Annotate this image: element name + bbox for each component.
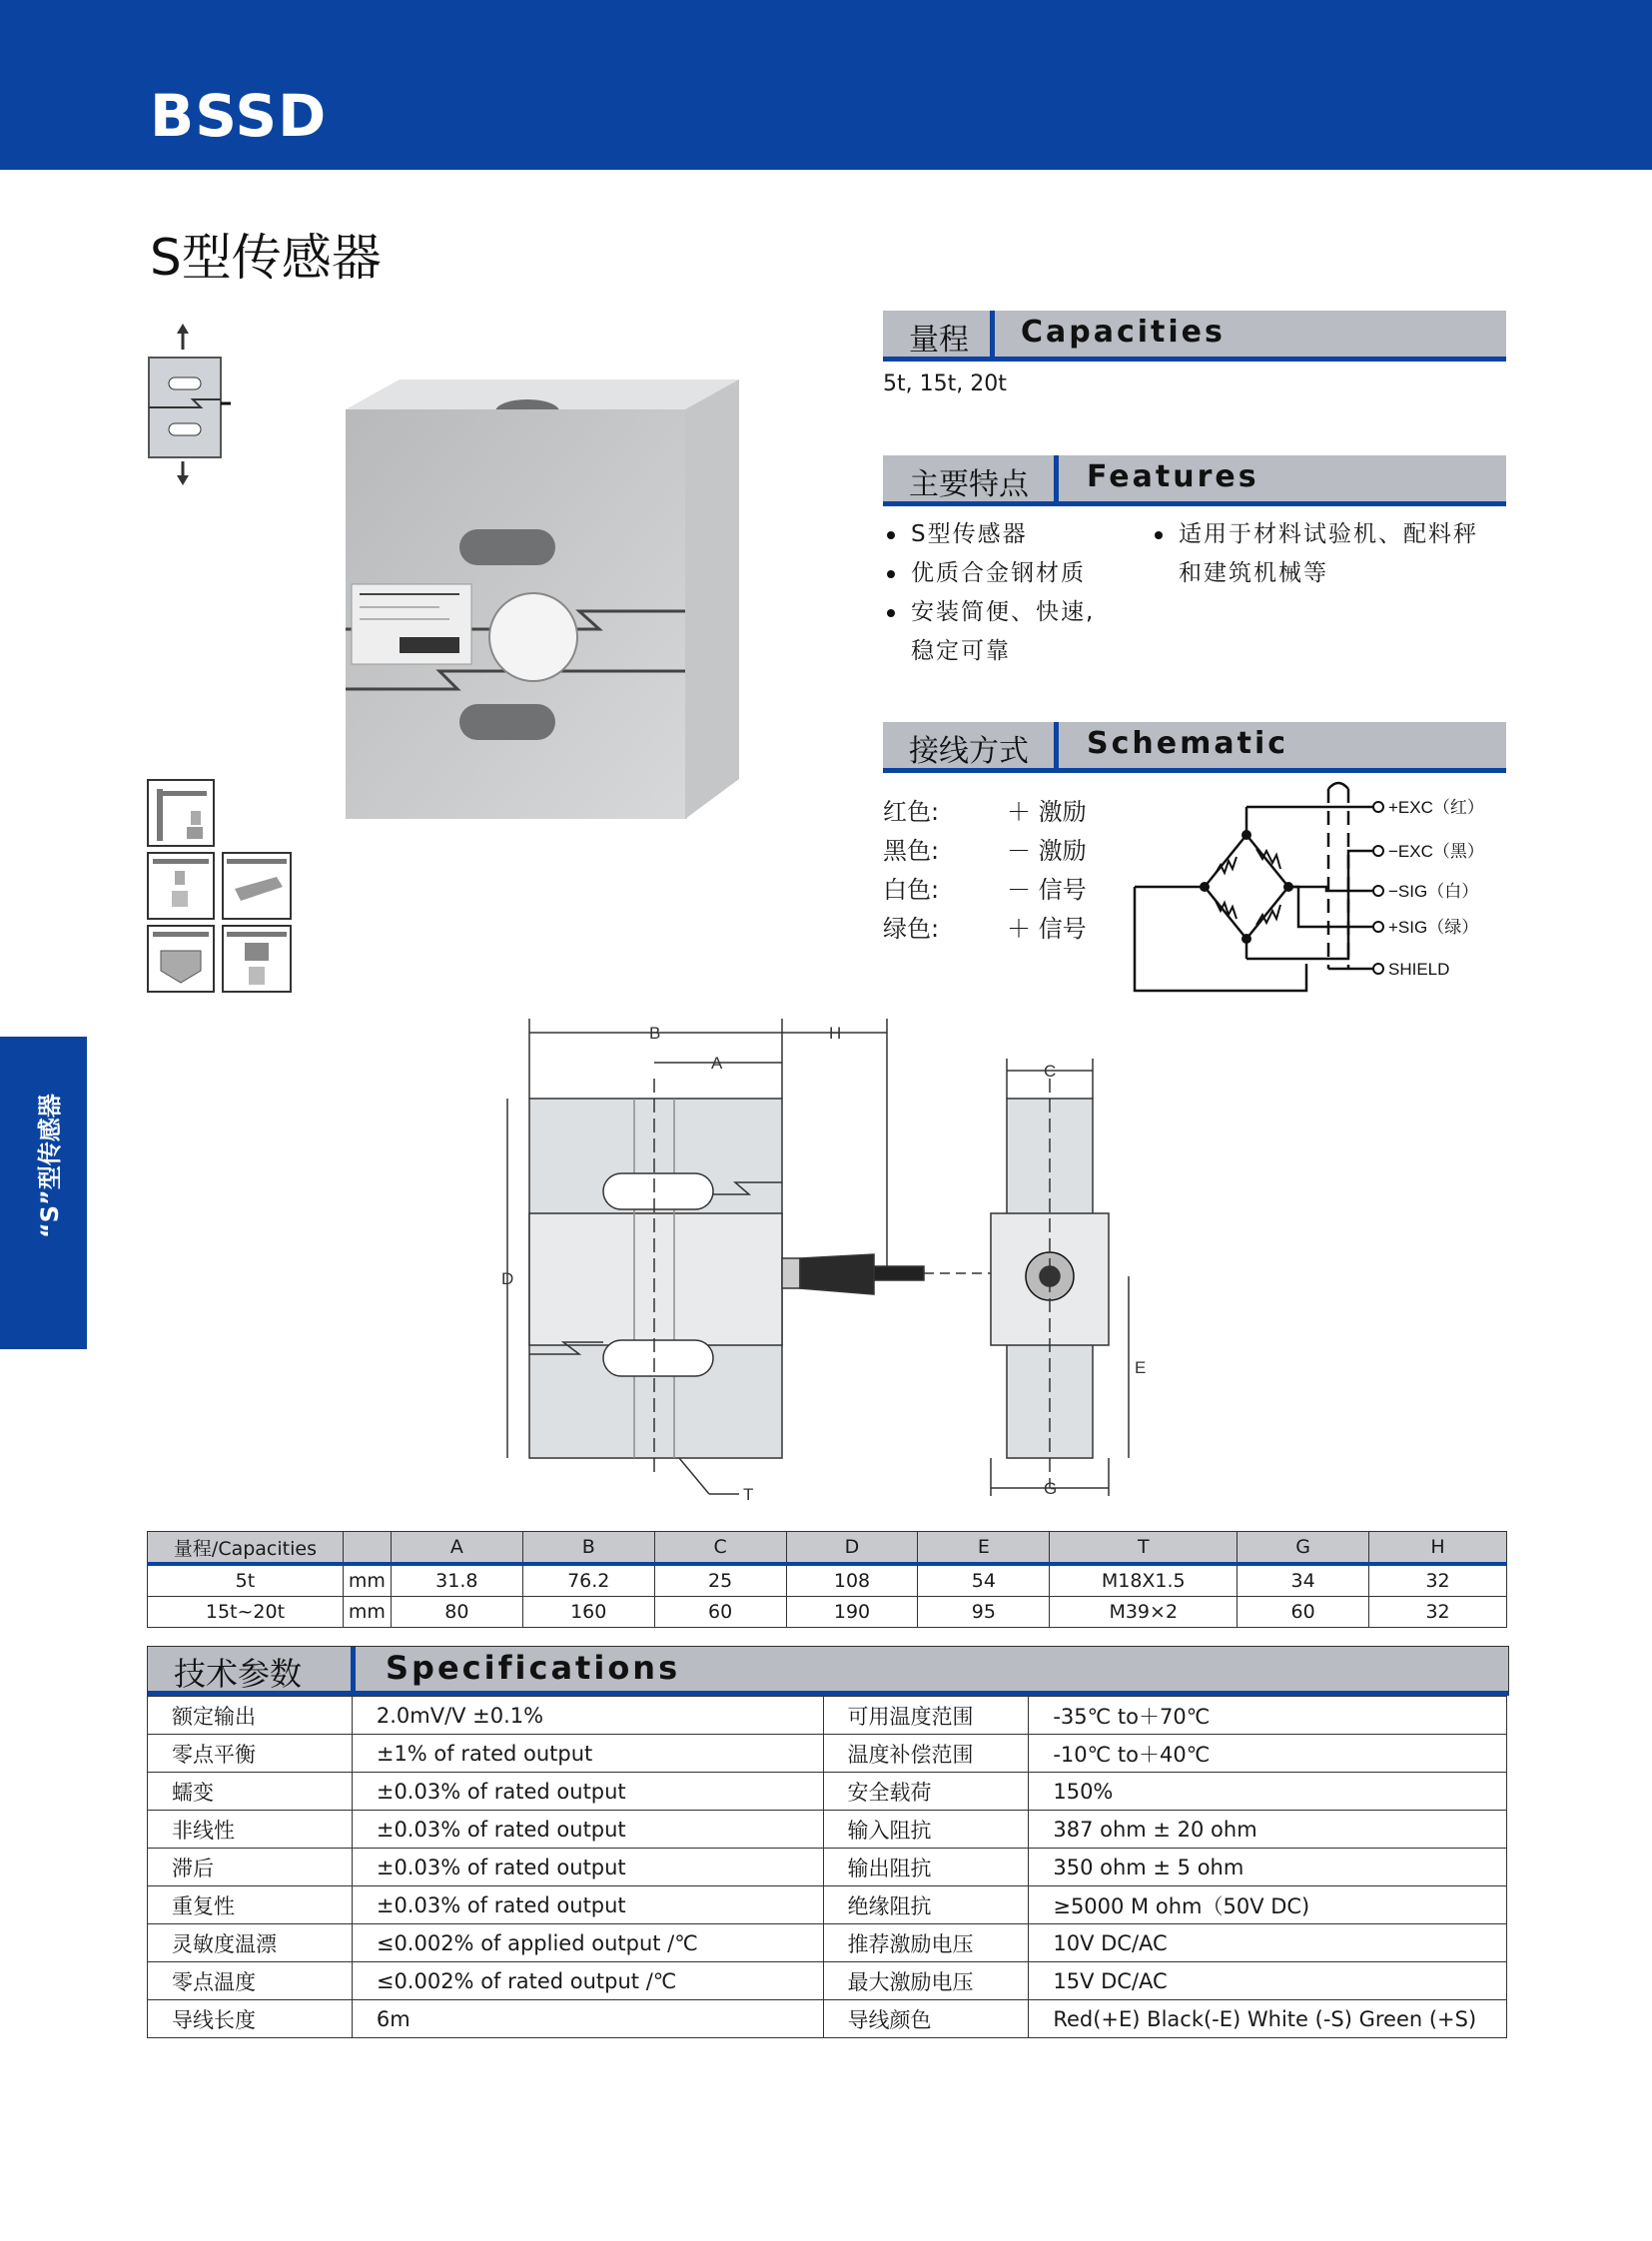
schematic-title-cn: 接线方式 [909,734,1029,769]
features-title-en: Features [1087,459,1259,494]
table-row: 滞后 ±0.03% of rated output 输出阻抗 350 ohm ± 5 ohm [148,1849,1507,1886]
label-B: B [649,1024,661,1043]
capacities-title-en: Capacities [1021,315,1226,350]
features-list-1 [887,515,1095,671]
table-row: 灵敏度温漂 ≤0.002% of applied output /℃ 推荐激励电压 10V DC/AC [148,1924,1507,1962]
model-name: BSSD [150,82,328,150]
capacities-title-cn: 量程 [909,323,969,358]
table-row: 重复性 ±0.03% of rated output 绝缘阻抗 ≥5000 M ohm（50V DC) [148,1886,1507,1924]
load-direction-icon [145,320,245,494]
feature-item: 适用于材料试验机、配料秤 [1155,515,1478,554]
feature-item: S型传感器 [887,515,1095,554]
bridge-schematic [1129,779,1508,994]
table-row: 5t mm 31.8 76.2 25 108 54 M18X1.5 34 32 [148,1564,1507,1597]
mounting-examples [147,779,297,999]
feature-item-cont: 稳定可靠 [911,638,1011,664]
terminal-sig-minus: −SIG（白） [1388,882,1479,901]
label-T: T [743,1485,754,1504]
table-row: 非线性 ±0.03% of rated output 输入阻抗 387 ohm ± 20 ohm [148,1811,1507,1849]
feature-item: 安装简便、快速, [887,593,1095,632]
dimension-drawing [479,1019,1199,1508]
terminal-exc-plus: +EXC（红） [1388,798,1484,817]
label-D: D [501,1269,514,1288]
product-photo [340,379,749,869]
specs-title-cn: 技术参数 [174,1655,303,1693]
feature-item: 优质合金钢材质 [887,554,1095,593]
specs-title-en: Specifications [386,1649,681,1687]
label-H: H [829,1024,842,1043]
features-list-2 [1155,515,1478,593]
table-row: 蠕变 ±0.03% of rated output 安全载荷 150% [148,1773,1507,1811]
specs-header [147,1646,1509,1696]
terminal-exc-minus: −EXC（黑） [1388,842,1484,861]
wire-red: 红色: ＋ 激励 [883,798,1087,826]
wire-white: 白色: － 信号 [883,876,1087,904]
label-G: G [1044,1479,1058,1498]
table-row: 零点温度 ≤0.002% of rated output /℃ 最大激励电压 15V DC/AC [148,1962,1507,2000]
side-tab-label: “S”型传感器 [36,1094,64,1238]
page-title: S型传感器 [150,229,382,287]
wire-green: 绿色: ＋ 信号 [883,915,1087,943]
terminal-shield: SHIELD [1388,960,1450,979]
features-header [883,455,1506,506]
capacities-value: 5t, 15t, 20t [883,372,1007,396]
terminal-sig-plus: +SIG（绿） [1388,918,1479,937]
table-row: 零点平衡 ±1% of rated output 温度补偿范围 -10℃ to＋40℃ [148,1735,1507,1773]
features-title-cn: 主要特点 [909,467,1029,502]
label-A: A [711,1054,723,1073]
dimensions-table [147,1531,1507,1628]
schematic-header [883,722,1506,773]
capacities-header [883,311,1506,362]
label-C: C [1044,1062,1057,1081]
table-row: 导线长度 6m 导线颜色 Red(+E) Black(-E) White (-S) Green (+S) [148,2000,1507,2038]
wire-black: 黑色: － 激励 [883,837,1087,865]
schematic-title-en: Schematic [1087,726,1289,761]
table-row: 15t~20t mm 80 160 60 190 95 M39×2 60 32 [148,1597,1507,1628]
feature-item-cont: 和建筑机械等 [1179,560,1328,586]
specs-table [147,1696,1507,2038]
table-row: 额定输出 2.0mV/V ±0.1% 可用温度范围 -35℃ to＋70℃ [148,1697,1507,1735]
table-header-row: 量程/Capacities A B C D E T G H [148,1532,1507,1565]
label-E: E [1135,1358,1147,1377]
